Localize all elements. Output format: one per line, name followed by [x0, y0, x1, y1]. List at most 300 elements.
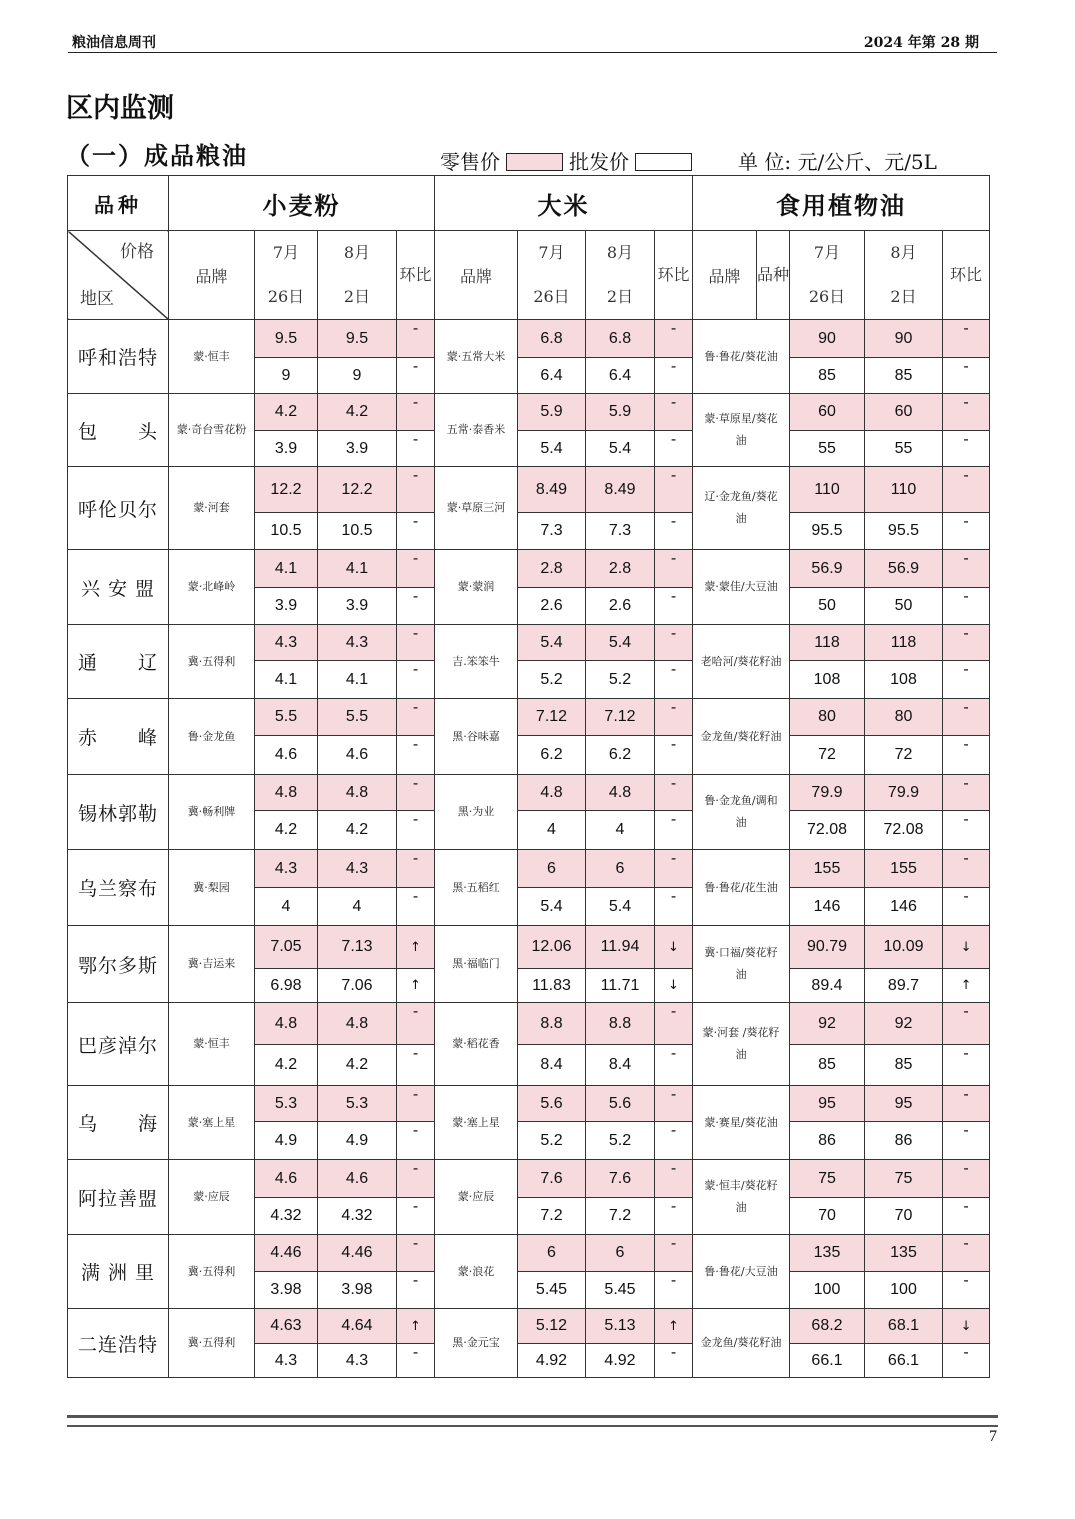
rice-price-aug2: 7.2: [586, 1198, 655, 1235]
rice-price-aug2: 5.13: [586, 1309, 655, 1344]
rice-change: -: [655, 1235, 693, 1272]
rice-price-jul26: 4.8: [518, 775, 586, 811]
table-row-retail: [68, 1235, 990, 1272]
oil-price-jul26: 85: [790, 358, 865, 394]
rice-brand: 蒙·五常大米: [435, 320, 518, 394]
rice-brand: 蒙·塞上星: [435, 1086, 518, 1160]
oil-brand: 冀·口福/葵花籽油: [693, 926, 790, 1003]
oil-price-aug2: 80: [865, 699, 943, 736]
rice-change: -: [655, 850, 693, 888]
oil-price-aug2: 135: [865, 1235, 943, 1272]
region-name: 满 洲 里: [68, 1235, 169, 1309]
rice-change: -: [655, 775, 693, 811]
rice-price-jul26: 5.2: [518, 1122, 586, 1160]
flour-price-aug2: 7.13: [318, 926, 397, 969]
rice-price-jul26: 8.49: [518, 467, 586, 513]
rice-price-aug2: 5.4: [586, 625, 655, 661]
flour-brand: 蒙·河套: [169, 467, 255, 550]
flour-brand: 蒙·北峰岭: [169, 550, 255, 625]
flour-price-jul26: 4.3: [255, 625, 318, 661]
rice-price-aug2: 4: [586, 811, 655, 850]
region-name: 通 辽: [68, 625, 169, 699]
region-name: 二连浩特: [68, 1309, 169, 1378]
flour-price-aug2: 4.8: [318, 775, 397, 811]
flour-change: -: [397, 1235, 435, 1272]
rice-brand: 吉.笨笨牛: [435, 625, 518, 699]
rice-price-aug2: 8.49: [586, 467, 655, 513]
corner-region-label: 地区: [80, 289, 114, 309]
region-name: 包 头: [68, 394, 169, 467]
flour-price-jul26: 12.2: [255, 467, 318, 513]
region-name: 阿拉善盟: [68, 1160, 169, 1235]
flour-brand: 蒙·塞上星: [169, 1086, 255, 1160]
flour-change: ↑: [397, 1309, 435, 1344]
flour-price-jul26: 4.3: [255, 850, 318, 888]
oil-change: -: [943, 550, 990, 588]
oil-price-aug2: 70: [865, 1198, 943, 1235]
oil-price-jul26: 108: [790, 661, 865, 699]
oil-change: ↑: [943, 969, 990, 1003]
flour-change: -: [397, 625, 435, 661]
rice-change: ↑: [655, 1309, 693, 1344]
rice-price-jul26: 7.3: [518, 513, 586, 550]
col-rice-change: 环比: [655, 231, 693, 320]
flour-change: -: [397, 888, 435, 926]
rice-price-jul26: 7.6: [518, 1160, 586, 1198]
oil-price-jul26: 135: [790, 1235, 865, 1272]
rice-brand: 蒙·稻花香: [435, 1003, 518, 1086]
section-title: 区内监测: [66, 93, 174, 124]
col-oil-date1: 7月 26日: [790, 231, 865, 320]
col-rice-date2: 8月 2日: [586, 231, 655, 320]
flour-change: -: [397, 431, 435, 467]
rice-price-jul26: 7.2: [518, 1198, 586, 1235]
flour-price-jul26: 10.5: [255, 513, 318, 550]
rice-brand: 蒙·浪花: [435, 1235, 518, 1309]
flour-brand: 冀·五得利: [169, 1235, 255, 1309]
publication-title: 粮油信息周刊: [72, 35, 156, 51]
rice-price-aug2: 6: [586, 850, 655, 888]
table-row-retail: [68, 320, 990, 358]
flour-brand: 冀·五得利: [169, 1309, 255, 1378]
oil-brand: 鲁·鲁花/花生油: [693, 850, 790, 926]
oil-price-jul26: 72.08: [790, 811, 865, 850]
rice-change: -: [655, 1272, 693, 1309]
oil-price-jul26: 50: [790, 588, 865, 625]
oil-change: -: [943, 1198, 990, 1235]
rice-price-jul26: 7.12: [518, 699, 586, 736]
oil-change: -: [943, 358, 990, 394]
subsection-title: （一）成品粮油: [66, 141, 248, 170]
region-name: 呼和浩特: [68, 320, 169, 394]
flour-change: -: [397, 1160, 435, 1198]
oil-change: ↓: [943, 926, 990, 969]
region-name: 巴彦淖尔: [68, 1003, 169, 1086]
rice-change: -: [655, 699, 693, 736]
flour-price-aug2: 4.32: [318, 1198, 397, 1235]
flour-price-jul26: 6.98: [255, 969, 318, 1003]
rice-price-aug2: 7.6: [586, 1160, 655, 1198]
table-row-retail: [68, 1160, 990, 1198]
flour-price-aug2: 4.3: [318, 850, 397, 888]
rice-price-aug2: 7.12: [586, 699, 655, 736]
rice-change: -: [655, 1086, 693, 1122]
rice-brand: 黑·五稻红: [435, 850, 518, 926]
rice-brand: 黑·金元宝: [435, 1309, 518, 1378]
flour-change: -: [397, 736, 435, 775]
flour-price-aug2: 12.2: [318, 467, 397, 513]
flour-change: -: [397, 550, 435, 588]
flour-price-aug2: 4.2: [318, 811, 397, 850]
table-row-retail: [68, 926, 990, 969]
rice-price-aug2: 6.4: [586, 358, 655, 394]
rice-change: -: [655, 513, 693, 550]
flour-price-jul26: 3.9: [255, 588, 318, 625]
flour-brand: 蒙·恒丰: [169, 320, 255, 394]
flour-price-jul26: 4.2: [255, 1045, 318, 1086]
oil-price-jul26: 146: [790, 888, 865, 926]
rice-price-aug2: 7.3: [586, 513, 655, 550]
oil-change: -: [943, 588, 990, 625]
flour-price-aug2: 10.5: [318, 513, 397, 550]
flour-price-jul26: 4.46: [255, 1235, 318, 1272]
rice-price-aug2: 5.2: [586, 661, 655, 699]
category-oil: 食用植物油: [693, 176, 990, 231]
rice-price-jul26: 2.6: [518, 588, 586, 625]
flour-price-jul26: 4.8: [255, 1003, 318, 1045]
oil-price-jul26: 85: [790, 1045, 865, 1086]
rice-price-jul26: 4: [518, 811, 586, 850]
flour-change: -: [397, 1344, 435, 1378]
flour-brand: 冀·梨园: [169, 850, 255, 926]
oil-price-jul26: 95.5: [790, 513, 865, 550]
rice-change: -: [655, 888, 693, 926]
flour-change: -: [397, 513, 435, 550]
rice-price-jul26: 2.8: [518, 550, 586, 588]
rice-brand: 蒙·应辰: [435, 1160, 518, 1235]
table-row-retail: [68, 625, 990, 661]
flour-change: -: [397, 1003, 435, 1045]
footer-rule: [67, 1415, 998, 1427]
rice-price-aug2: 8.8: [586, 1003, 655, 1045]
oil-price-aug2: 89.7: [865, 969, 943, 1003]
oil-price-jul26: 55: [790, 431, 865, 467]
flour-price-jul26: 4.3: [255, 1344, 318, 1378]
rice-price-jul26: 5.6: [518, 1086, 586, 1122]
rice-price-aug2: 4.92: [586, 1344, 655, 1378]
oil-price-aug2: 72.08: [865, 811, 943, 850]
flour-price-jul26: 4.2: [255, 811, 318, 850]
rice-price-jul26: 6.2: [518, 736, 586, 775]
oil-price-aug2: 118: [865, 625, 943, 661]
flour-price-jul26: 4.9: [255, 1122, 318, 1160]
flour-change: -: [397, 394, 435, 431]
flour-price-aug2: 4.9: [318, 1122, 397, 1160]
rice-change: -: [655, 320, 693, 358]
col-flour-date2: 8月 2日: [318, 231, 397, 320]
oil-price-jul26: 66.1: [790, 1344, 865, 1378]
rice-change: ↓: [655, 969, 693, 1003]
flour-price-jul26: 3.9: [255, 431, 318, 467]
legend-retail-label: 零售价: [440, 150, 500, 174]
region-name: 呼伦贝尔: [68, 467, 169, 550]
oil-change: -: [943, 775, 990, 811]
table-row-retail: [68, 850, 990, 888]
rice-price-aug2: 6.2: [586, 736, 655, 775]
oil-change: -: [943, 513, 990, 550]
rice-change: -: [655, 1122, 693, 1160]
flour-price-aug2: 4.1: [318, 550, 397, 588]
legend-wholesale-label: 批发价: [569, 150, 629, 174]
oil-price-aug2: 79.9: [865, 775, 943, 811]
oil-price-aug2: 90: [865, 320, 943, 358]
flour-change: -: [397, 588, 435, 625]
rice-change: -: [655, 1003, 693, 1045]
flour-price-jul26: 4.2: [255, 394, 318, 431]
oil-price-aug2: 155: [865, 850, 943, 888]
rice-change: -: [655, 625, 693, 661]
flour-price-aug2: 4.2: [318, 394, 397, 431]
rice-price-aug2: 4.8: [586, 775, 655, 811]
rice-price-aug2: 11.71: [586, 969, 655, 1003]
table-row-retail: [68, 394, 990, 431]
oil-price-jul26: 80: [790, 699, 865, 736]
oil-brand: 蒙·赛星/葵花油: [693, 1086, 790, 1160]
rice-change: -: [655, 431, 693, 467]
table-row-retail: [68, 699, 990, 736]
region-name: 鄂尔多斯: [68, 926, 169, 1003]
flour-change: -: [397, 358, 435, 394]
flour-brand: 蒙·恒丰: [169, 1003, 255, 1086]
oil-price-jul26: 56.9: [790, 550, 865, 588]
rice-brand: 五常·泰香米: [435, 394, 518, 467]
oil-price-aug2: 56.9: [865, 550, 943, 588]
flour-change: -: [397, 661, 435, 699]
col-oil-change: 环比: [943, 231, 990, 320]
oil-price-jul26: 75: [790, 1160, 865, 1198]
region-name: 乌 海: [68, 1086, 169, 1160]
flour-price-jul26: 4: [255, 888, 318, 926]
flour-brand: 鲁·金龙鱼: [169, 699, 255, 775]
oil-change: -: [943, 1160, 990, 1198]
oil-change: -: [943, 625, 990, 661]
oil-change: -: [943, 1344, 990, 1378]
flour-price-aug2: 4.64: [318, 1309, 397, 1344]
flour-price-jul26: 4.1: [255, 550, 318, 588]
col-flour-date1: 7月 26日: [255, 231, 318, 320]
flour-price-jul26: 4.6: [255, 736, 318, 775]
table-row-retail: [68, 1003, 990, 1045]
oil-change: -: [943, 1122, 990, 1160]
flour-price-aug2: 4.8: [318, 1003, 397, 1045]
oil-brand: 蒙·草原星/葵花油: [693, 394, 790, 467]
flour-price-jul26: 5.5: [255, 699, 318, 736]
flour-brand: 冀·五得利: [169, 625, 255, 699]
oil-price-jul26: 95: [790, 1086, 865, 1122]
oil-price-jul26: 68.2: [790, 1309, 865, 1344]
oil-change: -: [943, 811, 990, 850]
rice-price-jul26: 6.4: [518, 358, 586, 394]
flour-price-jul26: 7.05: [255, 926, 318, 969]
flour-price-aug2: 4.46: [318, 1235, 397, 1272]
flour-price-aug2: 4.3: [318, 1344, 397, 1378]
flour-change: -: [397, 320, 435, 358]
flour-price-jul26: 5.3: [255, 1086, 318, 1122]
legend-wholesale-swatch: [635, 153, 692, 171]
oil-brand: 鲁·鲁花/大豆油: [693, 1235, 790, 1309]
oil-brand: 老哈河/葵花籽油: [693, 625, 790, 699]
oil-price-aug2: 55: [865, 431, 943, 467]
price-table: [67, 175, 990, 1378]
oil-price-jul26: 70: [790, 1198, 865, 1235]
oil-price-jul26: 79.9: [790, 775, 865, 811]
rice-price-jul26: 6: [518, 1235, 586, 1272]
rice-price-jul26: 5.4: [518, 625, 586, 661]
rice-price-aug2: 2.6: [586, 588, 655, 625]
rice-price-aug2: 6.8: [586, 320, 655, 358]
flour-change: ↑: [397, 926, 435, 969]
col-oil-brand: 品牌: [693, 231, 757, 320]
oil-price-aug2: 108: [865, 661, 943, 699]
oil-change: -: [943, 467, 990, 513]
oil-price-aug2: 50: [865, 588, 943, 625]
rice-price-jul26: 12.06: [518, 926, 586, 969]
oil-brand: 鲁·鲁花/葵花油: [693, 320, 790, 394]
flour-brand: 蒙·奇台雪花粉: [169, 394, 255, 467]
legend: [440, 146, 937, 175]
col-rice-date1: 7月 26日: [518, 231, 586, 320]
rice-price-aug2: 5.4: [586, 888, 655, 926]
rice-change: -: [655, 358, 693, 394]
oil-price-aug2: 85: [865, 358, 943, 394]
flour-price-aug2: 4.6: [318, 1160, 397, 1198]
region-name: 乌兰察布: [68, 850, 169, 926]
oil-price-jul26: 86: [790, 1122, 865, 1160]
oil-change: -: [943, 736, 990, 775]
oil-change: -: [943, 1045, 990, 1086]
flour-price-jul26: 4.1: [255, 661, 318, 699]
oil-change: -: [943, 1086, 990, 1122]
flour-brand: 蒙·应辰: [169, 1160, 255, 1235]
flour-price-aug2: 4.6: [318, 736, 397, 775]
rice-price-jul26: 5.4: [518, 888, 586, 926]
oil-change: -: [943, 394, 990, 431]
rice-change: -: [655, 661, 693, 699]
col-flour-brand: 品牌: [169, 231, 255, 320]
flour-price-aug2: 4.2: [318, 1045, 397, 1086]
oil-brand: 蒙·河套 /葵花籽油: [693, 1003, 790, 1086]
category-rice: 大米: [435, 176, 693, 231]
oil-change: -: [943, 699, 990, 736]
legend-retail-swatch: [506, 153, 563, 171]
rice-price-aug2: 5.45: [586, 1272, 655, 1309]
rice-brand: 黑·谷味嘉: [435, 699, 518, 775]
oil-price-aug2: 100: [865, 1272, 943, 1309]
oil-change: ↓: [943, 1309, 990, 1344]
flour-price-aug2: 7.06: [318, 969, 397, 1003]
flour-price-jul26: 9: [255, 358, 318, 394]
flour-change: -: [397, 775, 435, 811]
flour-price-aug2: 4: [318, 888, 397, 926]
table-row-retail: [68, 550, 990, 588]
oil-change: -: [943, 1272, 990, 1309]
corner-price-label: 价格: [120, 242, 154, 262]
oil-price-aug2: 72: [865, 736, 943, 775]
oil-price-jul26: 92: [790, 1003, 865, 1045]
rice-price-jul26: 8.8: [518, 1003, 586, 1045]
flour-change: -: [397, 1198, 435, 1235]
rice-price-aug2: 11.94: [586, 926, 655, 969]
flour-price-jul26: 4.8: [255, 775, 318, 811]
rice-change: -: [655, 736, 693, 775]
oil-brand: 蒙·蒙佳/大豆油: [693, 550, 790, 625]
rice-price-jul26: 8.4: [518, 1045, 586, 1086]
rice-brand: 黑·为业: [435, 775, 518, 850]
rice-change: -: [655, 550, 693, 588]
oil-price-aug2: 146: [865, 888, 943, 926]
oil-price-aug2: 60: [865, 394, 943, 431]
rice-price-aug2: 5.6: [586, 1086, 655, 1122]
flour-price-aug2: 3.9: [318, 431, 397, 467]
rice-price-aug2: 6: [586, 1235, 655, 1272]
rice-brand: 蒙·草原三河: [435, 467, 518, 550]
flour-price-aug2: 5.3: [318, 1086, 397, 1122]
rice-change: -: [655, 811, 693, 850]
oil-price-jul26: 100: [790, 1272, 865, 1309]
flour-change: -: [397, 467, 435, 513]
flour-price-jul26: 4.32: [255, 1198, 318, 1235]
oil-price-aug2: 75: [865, 1160, 943, 1198]
flour-change: -: [397, 1272, 435, 1309]
rice-change: -: [655, 1045, 693, 1086]
flour-price-aug2: 9: [318, 358, 397, 394]
oil-change: -: [943, 661, 990, 699]
table-row-retail: [68, 467, 990, 513]
oil-price-aug2: 10.09: [865, 926, 943, 969]
oil-price-aug2: 85: [865, 1045, 943, 1086]
flour-price-jul26: 3.98: [255, 1272, 318, 1309]
table-row-retail: [68, 1086, 990, 1122]
rice-price-jul26: 5.45: [518, 1272, 586, 1309]
col-flour-change: 环比: [397, 231, 435, 320]
flour-change: -: [397, 850, 435, 888]
rice-change: -: [655, 588, 693, 625]
flour-change: -: [397, 699, 435, 736]
flour-brand: 冀·畅利牌: [169, 775, 255, 850]
rice-change: -: [655, 1344, 693, 1378]
oil-price-aug2: 95: [865, 1086, 943, 1122]
oil-price-aug2: 110: [865, 467, 943, 513]
issue-number: 2024 年第 28 期: [863, 35, 979, 51]
flour-price-aug2: 4.3: [318, 625, 397, 661]
flour-price-aug2: 3.98: [318, 1272, 397, 1309]
oil-price-jul26: 110: [790, 467, 865, 513]
oil-price-jul26: 72: [790, 736, 865, 775]
flour-price-aug2: 3.9: [318, 588, 397, 625]
corner-variety-label: 品种: [68, 176, 169, 231]
rice-price-jul26: 6: [518, 850, 586, 888]
flour-price-aug2: 5.5: [318, 699, 397, 736]
rice-brand: 黑·福临门: [435, 926, 518, 1003]
oil-brand: 辽·金龙鱼/葵花油: [693, 467, 790, 550]
rice-price-aug2: 5.4: [586, 431, 655, 467]
rice-price-jul26: 5.2: [518, 661, 586, 699]
rice-change: -: [655, 1160, 693, 1198]
rice-change: -: [655, 394, 693, 431]
oil-brand: 蒙·恒丰/葵花籽油: [693, 1160, 790, 1235]
flour-change: ↑: [397, 969, 435, 1003]
region-name: 兴 安 盟: [68, 550, 169, 625]
